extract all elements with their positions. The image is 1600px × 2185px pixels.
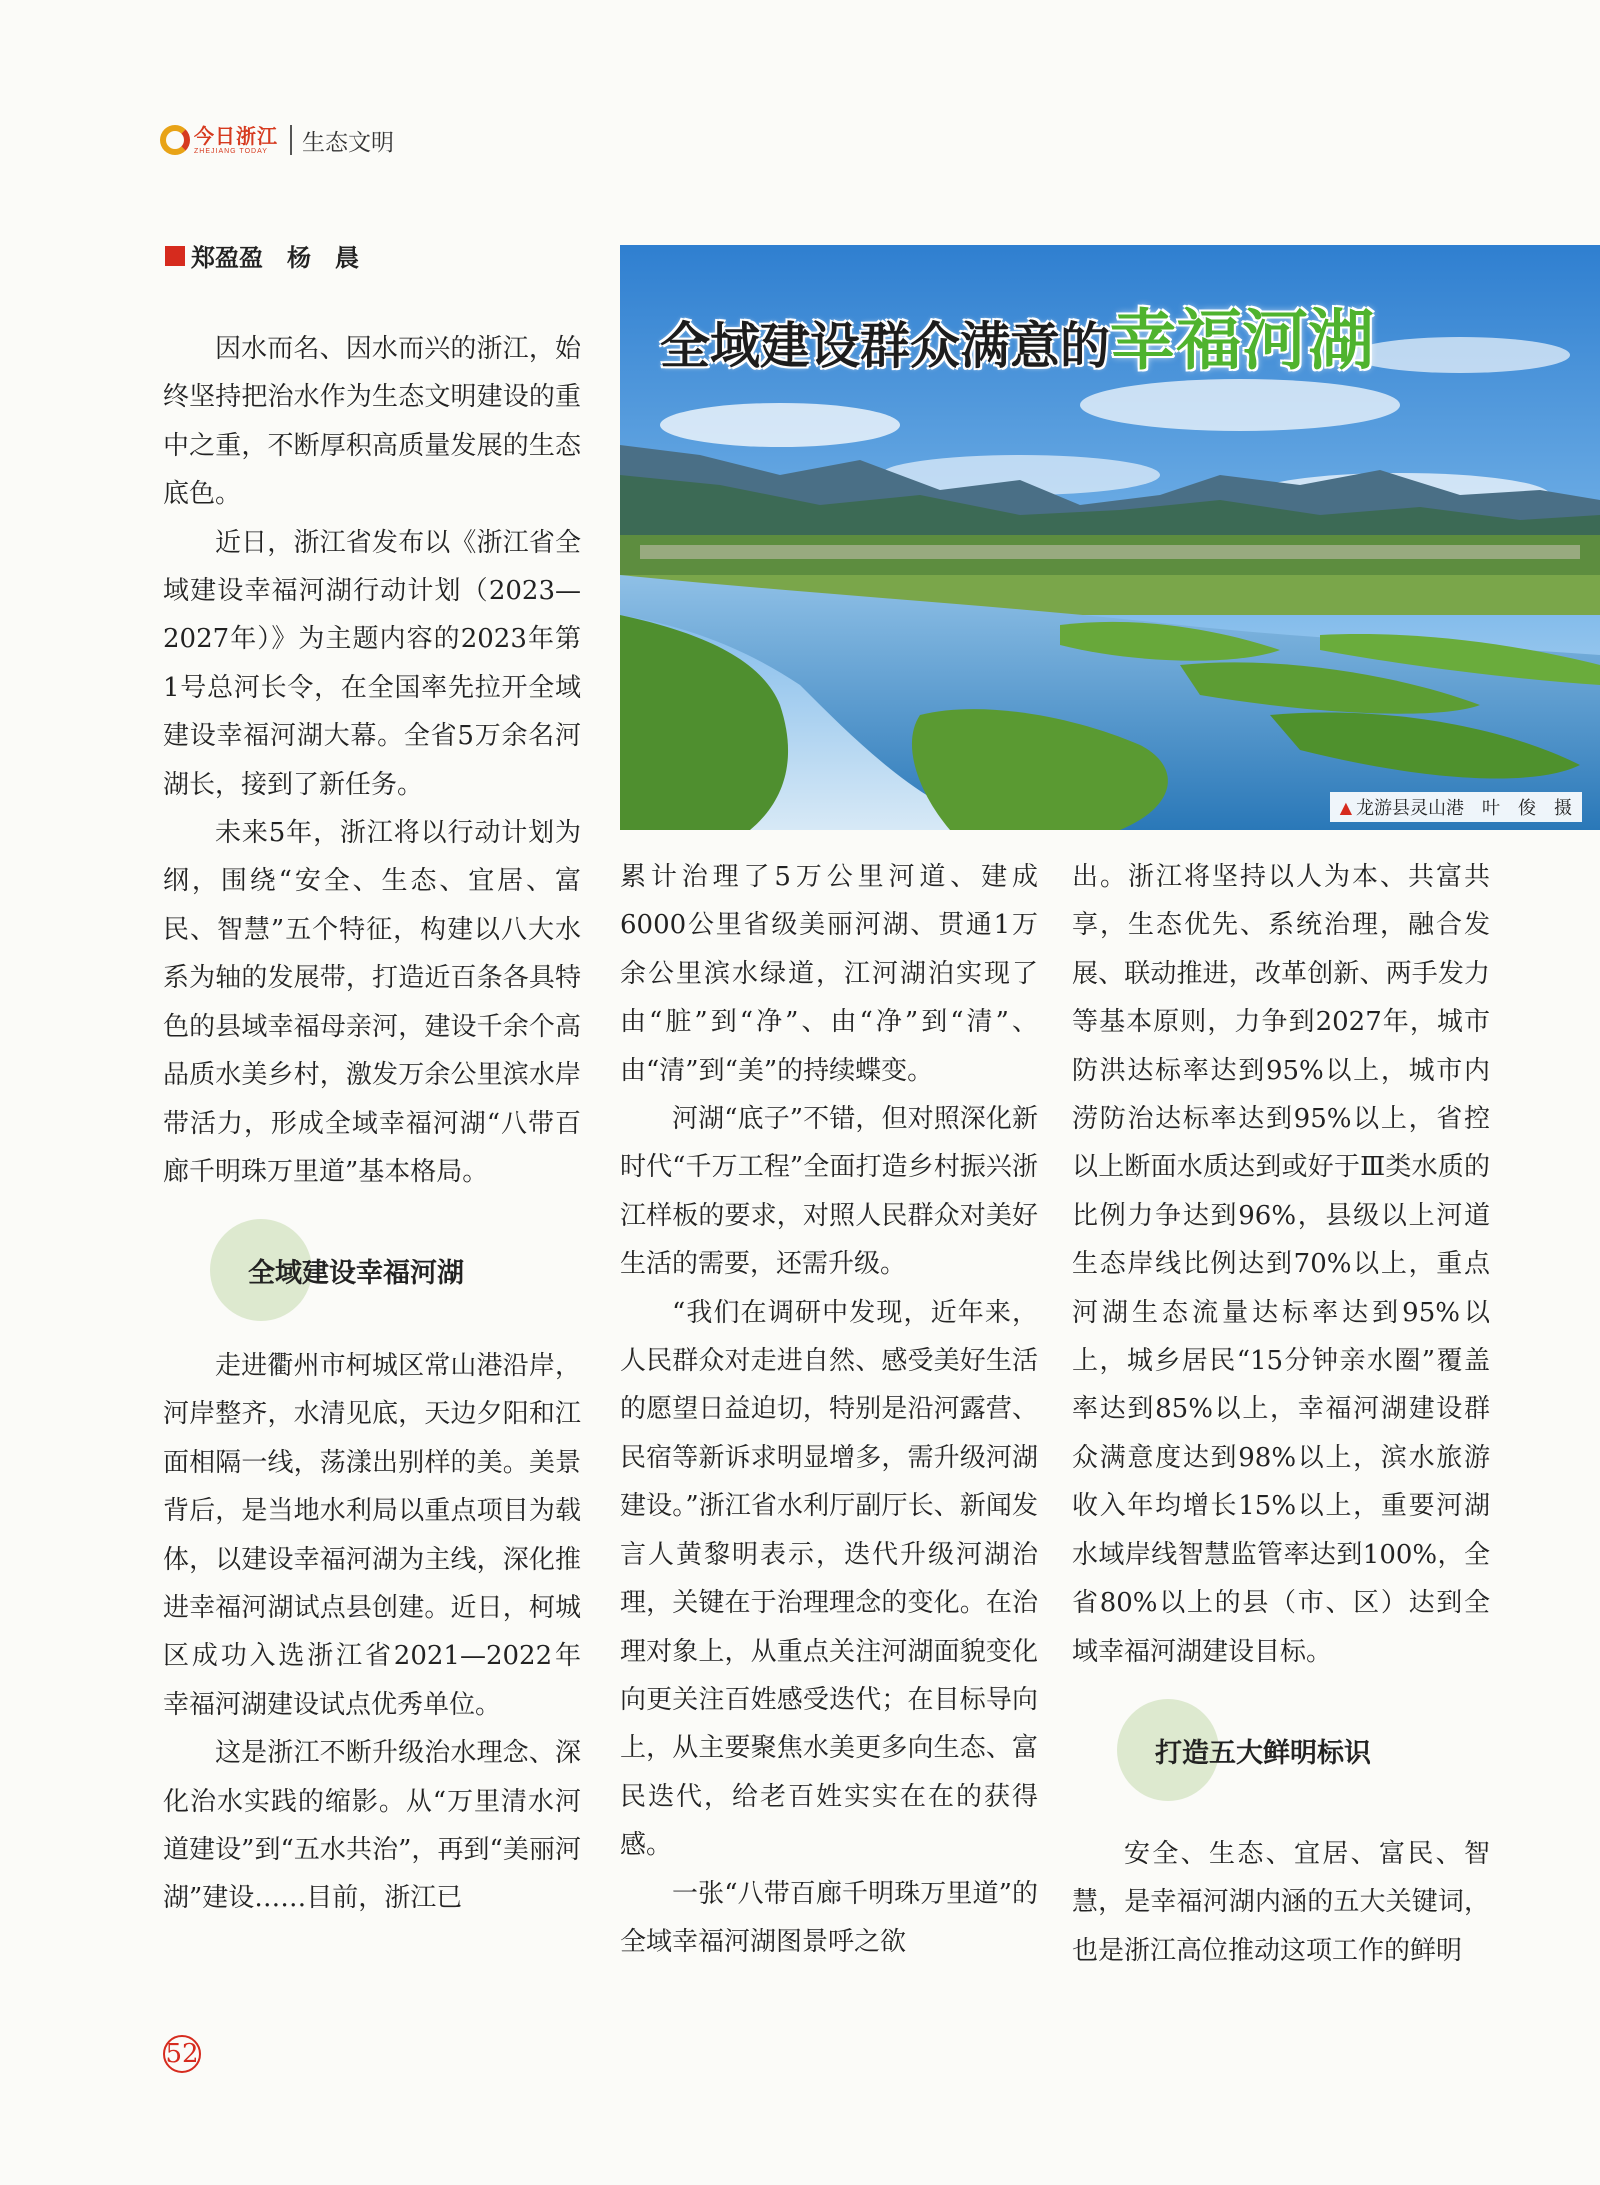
- subheading-1-text: 全域建设幸福河湖: [248, 1257, 464, 1289]
- page-header: [160, 118, 394, 162]
- column-1-bottom: [163, 1342, 581, 1923]
- paragraph: 河湖“底子”不错，但对照深化新时代“千万工程”全面打造乡村振兴浙江样板的要求，对照人民群众对美好生活的需要，还需升级。: [620, 1104, 1038, 1280]
- subheading-2: [1117, 1695, 1371, 1805]
- headline-part-2: 幸福河湖: [1110, 301, 1374, 379]
- page-number: 52: [163, 2035, 201, 2073]
- caption-triangle-icon: ▲: [1339, 797, 1352, 817]
- paragraph: 安全、生态、宜居、富民、智慧，是幸福河湖内涵的五大关键词，也是浙江高位推动这项工作的鲜明: [1072, 1839, 1490, 1966]
- header-divider: [290, 125, 292, 155]
- subheading-2-text: 打造五大鲜明标识: [1155, 1737, 1371, 1769]
- logo-chinese-text: 今日浙江: [194, 123, 278, 148]
- column-3-top: [1072, 853, 1490, 1676]
- hero-photo: [620, 245, 1600, 830]
- paragraph-continued: 出。浙江将坚持以人为本、共富共享，生态优先、系统治理，融合发展、联动推进，改革创新、两手发力等基本原则，力争到2027年，城市防洪达标率达到95%以上，城市内涝防治达标率达到95%以上，省控以上断面水质达到或好于Ⅲ类水质的比例力争达到96%，县级以上河道生态岸线比例达到70%以上，重点河湖生态流量达标率达到95%以上，城乡居民“15分钟亲水圈”覆盖率达到85%以上，幸福河湖建设群众满意度达到98%以上，滨水旅游收入年均增长15%以上，重要河湖水域岸线智慧监管率达到100%，全省80%以上的县（市、区）达到全域幸福河湖建设目标。: [1072, 862, 1490, 1667]
- column-1-top: [163, 325, 581, 1196]
- headline-part-1: 全域建设群众满意的: [660, 316, 1110, 375]
- logo-swirl-icon: [160, 125, 190, 155]
- byline-square-icon: [165, 246, 185, 266]
- logo-english-text: ZHEJIANG TODAY: [194, 147, 268, 155]
- paragraph: 走进衢州市柯城区常山港沿岸，河岸整齐，水清见底，天边夕阳和江面相隔一线，荡漾出别样的美。美景背后，是当地水利局以重点项目为载体，以建设幸福河湖为主线，深化推进幸福河湖试点县创建。近日，柯城区成功入选浙江省2021—2022年幸福河湖建设试点优秀单位。: [163, 1351, 581, 1720]
- paragraph: 这是浙江不断升级治水理念、深化治水实践的缩影。从“万里清水河道建设”到“五水共治”，再到“美丽河湖”建设……目前，浙江已: [163, 1738, 581, 1914]
- hero-headline: [660, 287, 1374, 382]
- paragraph: 近日，浙江省发布以《浙江省全域建设幸福河湖行动计划（2023—2027年）》为主题内容的2023年第1号总河长令，在全国率先拉开全域建设幸福河湖大幕。全省5万余名河湖长，接到了新任务。: [163, 527, 581, 800]
- column-2: [620, 853, 1038, 1966]
- author-names: 郑盈盈 杨 晨: [191, 244, 359, 272]
- magazine-logo: [160, 125, 278, 155]
- paragraph: 因水而名、因水而兴的浙江，始终坚持把治水作为生态文明建设的重中之重，不断厚积高质量发展的生态底色。: [163, 334, 581, 510]
- caption-text: 龙游县灵山港 叶 俊 摄: [1356, 798, 1572, 819]
- column-3-bottom: [1072, 1830, 1490, 1975]
- photo-caption: [1330, 792, 1582, 822]
- paragraph: “我们在调研中发现，近年来，人民群众对走进自然、感受美好生活的愿望日益迫切，特别是沿河露营、民宿等新诉求明显增多，需升级河湖建设。”浙江省水利厅副厅长、新闻发言人黄黎明表示，迭代升级河湖治理，关键在于治理理念的变化。在治理对象上，从重点关注河湖面貌变化向更关注百姓感受迭代；在目标导向上，从主要聚焦水美更多向生态、富民迭代，给老百姓实实在在的获得感。: [620, 1297, 1038, 1861]
- paragraph: 一张“八带百廊千明珠万里道”的全域幸福河湖图景呼之欲: [620, 1878, 1038, 1957]
- paragraph: 未来5年，浙江将以行动计划为纲，围绕“安全、生态、宜居、富民、智慧”五个特征，构建以八大水系为轴的发展带，打造近百条各具特色的县域幸福母亲河，建设千余个高品质水美乡村，激发万余公里滨水岸带活力，形成全域幸福河湖“八带百廊千明珠万里道”基本格局。: [163, 818, 581, 1187]
- paragraph-continued: 累计治理了5万公里河道、建成6000公里省级美丽河湖、贯通1万余公里滨水绿道，江河湖泊实现了由“脏”到“净”、由“净”到“清”、由“清”到“美”的持续蝶变。: [620, 862, 1038, 1086]
- byline: [165, 238, 359, 273]
- subheading-1: [210, 1215, 464, 1325]
- section-name: 生态文明: [302, 129, 394, 156]
